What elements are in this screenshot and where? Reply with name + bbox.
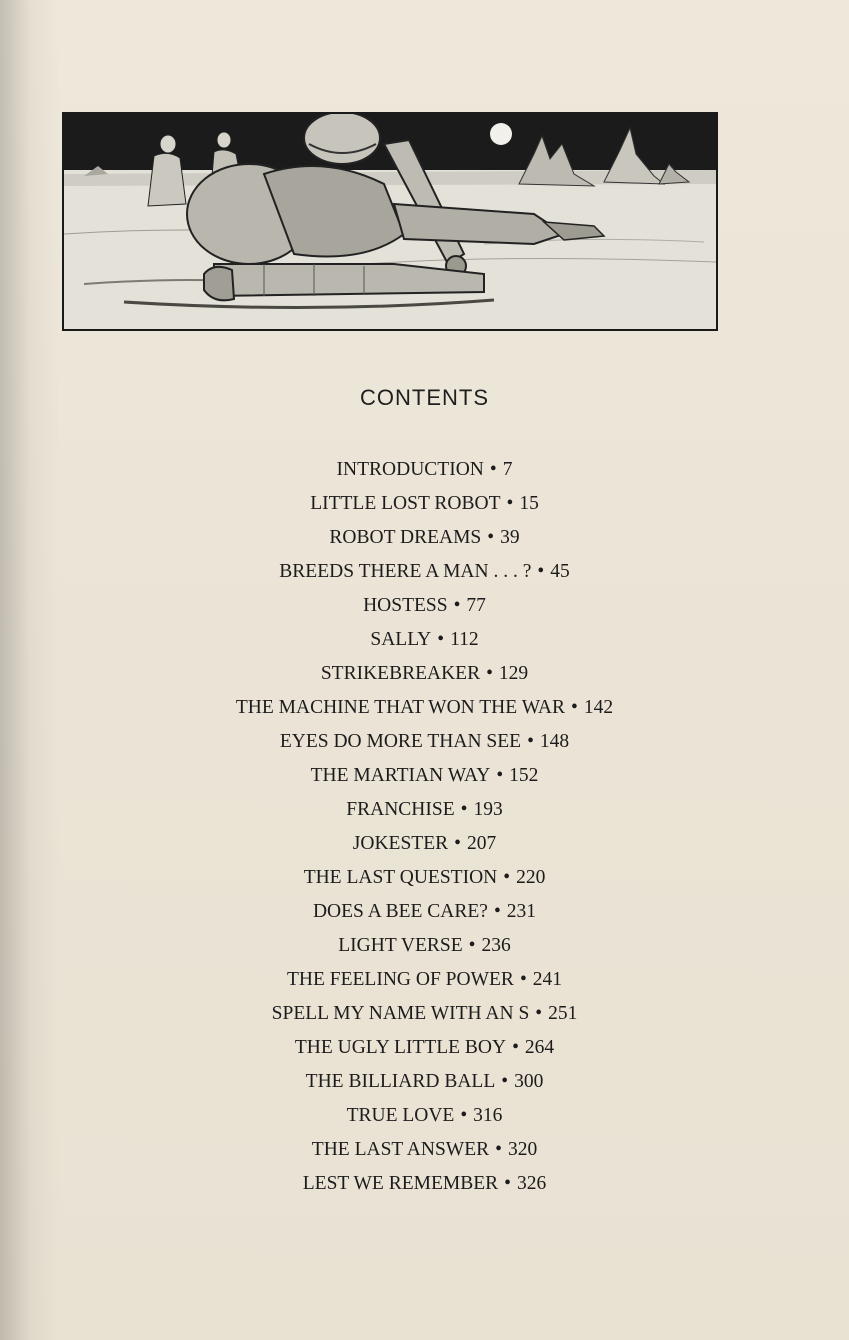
- toc-entry: [0, 490, 849, 524]
- toc-entry: [0, 898, 849, 932]
- toc-entry-title: THE LAST ANSWER: [311, 1139, 490, 1160]
- toc-entry: [0, 1102, 849, 1136]
- toc-entry-page: 241: [532, 969, 563, 990]
- toc-entry: [0, 1136, 849, 1170]
- toc-separator: •: [506, 493, 514, 514]
- toc-entry-page: 316: [473, 1105, 503, 1126]
- contents-heading: CONTENTS: [360, 385, 489, 410]
- toc-entry: [0, 592, 849, 626]
- toc-separator: •: [453, 595, 461, 616]
- toc-entry: [0, 728, 849, 762]
- toc-entry-title: SALLY: [370, 629, 432, 650]
- toc-entry: [0, 830, 849, 864]
- toc-entry-title: INTRODUCTION: [336, 459, 484, 480]
- toc-separator: •: [489, 459, 497, 480]
- toc-separator: •: [460, 1105, 468, 1126]
- toc-entry-title: FRANCHISE: [346, 799, 455, 820]
- toc-entry-page: 7: [502, 459, 513, 480]
- toc-entry-page: 326: [516, 1173, 547, 1194]
- toc-entry: [0, 524, 849, 558]
- toc-separator: •: [496, 765, 504, 786]
- toc-entry-page: 142: [583, 697, 614, 718]
- toc-entry-page: 39: [500, 527, 520, 548]
- toc-entry-page: 236: [481, 935, 511, 956]
- toc-entry-title: STRIKEBREAKER: [320, 663, 481, 684]
- toc-entry-title: LITTLE LOST ROBOT: [310, 493, 501, 514]
- toc-entry-title: JOKESTER: [352, 833, 449, 854]
- toc-separator: •: [512, 1037, 519, 1058]
- toc-entry-page: 112: [450, 629, 479, 650]
- toc-entry-title: THE MACHINE THAT WON THE WAR: [235, 697, 566, 718]
- robot-landscape-image: [64, 114, 716, 329]
- toc-separator: •: [535, 1003, 543, 1024]
- toc-separator: •: [571, 697, 578, 718]
- toc-entry-title: DOES A BEE CARE?: [312, 901, 488, 922]
- toc-entry-page: 148: [539, 731, 570, 752]
- toc-separator: •: [519, 969, 527, 990]
- toc-entry-page: 207: [466, 833, 497, 854]
- toc-entry: [0, 864, 849, 898]
- toc-separator: •: [495, 1139, 502, 1160]
- toc-entry: [0, 932, 849, 966]
- toc-entry: [0, 1000, 849, 1034]
- toc-separator: •: [460, 799, 468, 820]
- toc-entry: [0, 796, 849, 830]
- toc-entry-title: HOSTESS: [363, 595, 448, 616]
- toc-separator: •: [537, 561, 545, 582]
- toc-entry-page: 231: [506, 901, 537, 922]
- toc-separator: •: [501, 1071, 509, 1092]
- toc-entry-page: 77: [466, 595, 486, 616]
- toc-entry-title: THE MARTIAN WAY: [310, 765, 491, 786]
- robot-illustration: [62, 112, 718, 331]
- toc-entry-title: THE LAST QUESTION: [303, 867, 498, 888]
- toc-separator: •: [493, 901, 501, 922]
- toc-separator: •: [437, 629, 445, 650]
- toc-entry: [0, 660, 849, 694]
- toc-entry-title: THE BILLIARD BALL: [305, 1071, 496, 1092]
- toc-separator: •: [454, 833, 461, 854]
- toc-entry-title: THE FEELING OF POWER: [286, 969, 514, 990]
- toc-entry-title: LIGHT VERSE: [338, 935, 463, 956]
- toc-entry: [0, 558, 849, 592]
- toc-entry-title: SPELL MY NAME WITH AN S: [271, 1003, 530, 1024]
- toc-entry: [0, 1068, 849, 1102]
- toc-entry-page: 264: [524, 1037, 555, 1058]
- toc-entry-title: TRUE LOVE: [346, 1105, 455, 1126]
- toc-separator: •: [468, 935, 476, 956]
- toc-entry-title: ROBOT DREAMS: [329, 527, 482, 548]
- toc-entry-title: LEST WE REMEMBER: [302, 1173, 499, 1194]
- toc-separator: •: [504, 1173, 511, 1194]
- toc-entry: [0, 1170, 849, 1204]
- toc-entry-title: BREEDS THERE A MAN . . . ?: [279, 561, 532, 582]
- toc-entry-page: 129: [498, 663, 529, 684]
- toc-entry-title: EYES DO MORE THAN SEE: [279, 731, 522, 752]
- toc-entry: [0, 762, 849, 796]
- toc-entry-page: 193: [473, 799, 503, 820]
- toc-entry: [0, 966, 849, 1000]
- toc-entry-page: 251: [548, 1003, 578, 1024]
- toc-entry: [0, 694, 849, 728]
- toc-separator: •: [486, 663, 493, 684]
- toc-entry-page: 15: [519, 493, 539, 514]
- toc-entry-page: 45: [550, 561, 570, 582]
- toc-entry: [0, 456, 849, 490]
- toc-entry: [0, 626, 849, 660]
- toc-separator: •: [487, 527, 495, 548]
- toc-separator: •: [503, 867, 511, 888]
- toc-entry-title: THE UGLY LITTLE BOY: [294, 1037, 507, 1058]
- toc-entry-page: 300: [514, 1071, 544, 1092]
- toc-entry: [0, 1034, 849, 1068]
- table-of-contents: [0, 456, 849, 1204]
- toc-entry-page: 152: [509, 765, 539, 786]
- toc-entry-page: 320: [507, 1139, 538, 1160]
- toc-entry-page: 220: [516, 867, 546, 888]
- toc-separator: •: [527, 731, 534, 752]
